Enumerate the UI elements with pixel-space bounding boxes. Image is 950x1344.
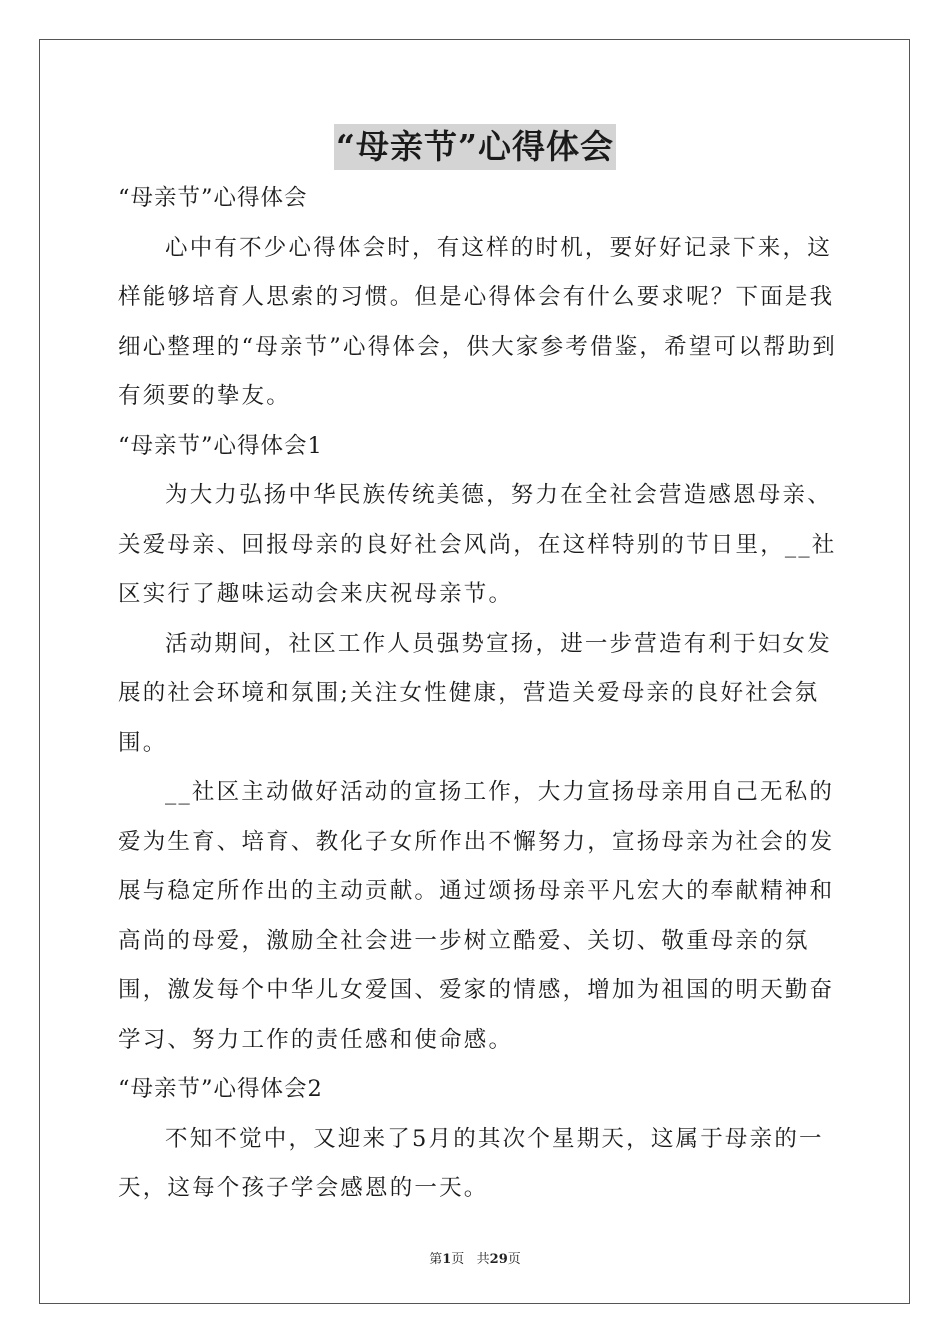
paragraph: __社区主动做好活动的宣扬工作，大力宣扬母亲用自己无私的爱为生育、培育、教化子女所作出不懈努力，宣扬母亲为社会的发展与稳定所作出的主动贡献。通过颂扬母亲平凡宏大的奉献精神和高尚的母爱，激励全社会进一步树立酷爱、关切、敬重母亲的氛围，激发每个中华儿女爱国、爱家的情感，增加为祖国的明天勤奋学习、努力工作的责任感和使命感。 — [118, 779, 835, 1053]
page-mid: 页 共 — [451, 1252, 490, 1267]
page-suffix: 页 — [507, 1252, 521, 1267]
title-container — [0, 124, 950, 170]
paragraph: 为大力弘扬中华民族传统美德，努力在全社会营造感恩母亲、关爱母亲、回报母亲的良好社会风尚，在这样特别的节日里，__社区实行了趣味运动会来庆祝母亲节。 — [118, 482, 837, 607]
section-heading: “母亲节”心得体会1 — [118, 432, 323, 459]
paragraph: 不知不觉中，又迎来了5月的其次个星期天，这属于母亲的一天，这每个孩子学会感恩的一天。 — [118, 1125, 824, 1201]
current-page-number: 1 — [442, 1252, 452, 1267]
page-footer — [0, 1248, 950, 1267]
page-prefix: 第 — [429, 1252, 443, 1267]
paragraph: 心中有不少心得体会时，有这样的时机，要好好记录下来，这样能够培育人思索的习惯。但是心得体会有什么要求呢？下面是我细心整理的“母亲节”心得体会，供大家参考借鉴，希望可以帮助到有须要的挚友。 — [118, 234, 838, 409]
document-body — [118, 174, 838, 1214]
section-heading: “母亲节”心得体会2 — [118, 1076, 323, 1102]
total-pages-number: 29 — [489, 1252, 508, 1267]
paragraph: 活动期间，社区工作人员强势宣扬，进一步营造有利于妇女发展的社会环境和氛围;关注女性健康，营造关爱母亲的良好社会氛围。 — [118, 630, 832, 756]
document-title: “母亲节”心得体会 — [334, 124, 616, 170]
section-heading: “母亲节”心得体会 — [118, 185, 308, 211]
